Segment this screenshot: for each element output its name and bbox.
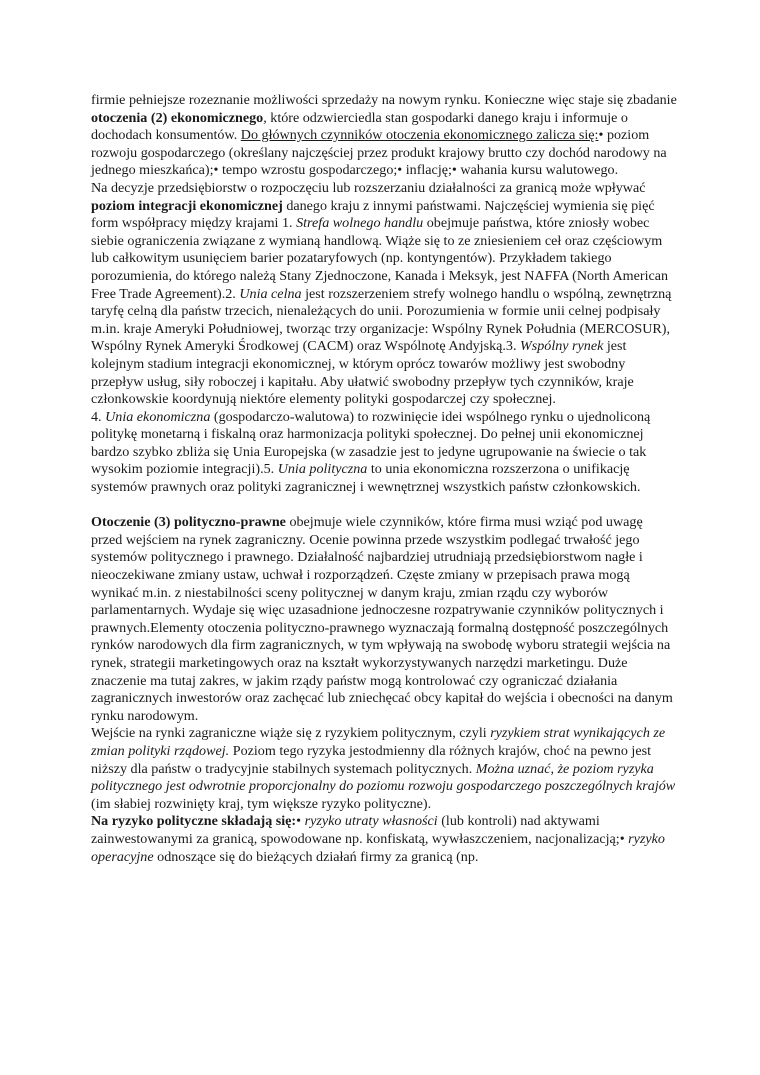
italic-term: Unia polityczna (277, 461, 368, 478)
paragraph-spacer (91, 497, 677, 515)
text-run: jest rozszerzeniem strefy wolnego handlu o wspólną, zewnętrzną taryfę celną dla państw trzecich, nienależących do unii. Porozumienia w formie unii celnej podpisały m.in. kraje Ameryki Południowej, tworząc trzy organizacje: Wspólny Rynek Południa (MERCOSUR), Wspólny Rynek Ameryki Środkowej (CACM) oraz Wspólnotę Andyjską.3. (91, 285, 672, 355)
text-run: Poziom tego ryzyka jestodmienny dla różnych krajów, choć na pewno jest niższy dla państw o tradycyjnie stabilnych systemach politycznych. (91, 742, 651, 777)
text-run: (gospodarczo-walutowa) to rozwinięcie idei wspólnego rynku o ujednoliconą politykę monetarną i fiskalną oraz harmonizacja polityki społecznej. Do pełnej unii ekonomicznej bardzo szybko zbliża się Unia Europejska (w zasadzie jest to jedyne ugrupowanie na świecie o tak wysokim poziomie integracji).5. (91, 408, 651, 478)
italic-term: Można uznać, że poziom ryzyka politycznego jest odwrotnie proporcjonalny do poziomu rozwoju gospodarczego poszczególnych krajów (91, 760, 676, 795)
text-run: obejmuje wiele czynników, które firma musi wziąć pod uwagę przed wejściem na rynek zagraniczny. Ocenie powinna przede wszystkim podlegać trwałość jego systemów politycznego i prawnego. Działalność najbardziej utrudniają przedsiębiorstwom nagłe i nieoczekiwane zmiany ustaw, uchwał i rozporządzeń. Częste zmiany w przepisach prawa mogą wynikać m.in. z niestabilności sceny politycznej w danym kraju, zmian rządu czy wyborów parlamentarnych. Wydaje się więc uzasadnione jednoczesne rozpatrywanie czynników politycznych i prawnych.Elementy otoczenia polityczno-prawnego wyznaczają formalną dostępność poszczególnych rynków narodowych dla firm zagranicznych, w tym wpływają na swobodę wyboru strategii wejścia na rynek, strategii marketingowych oraz na kształt wykorzystywanych narzędzi marketingu. Duże znaczenie ma tutaj zakres, w jakim rządy państw mogą kontrolować czy ograniczać działania zagranicznych inwestorów oraz zachęcać lub zniechęcać obcy kapitał do wejścia i obecności na danym rynku narodowym. (91, 514, 673, 724)
text-run: danego kraju z innymi państwami. Najczęściej wymienia się pięć form współpracy między krajami 1. (91, 197, 655, 232)
italic-term: Unia celna (239, 285, 302, 302)
paragraph-risk-components (91, 813, 677, 866)
italic-term: Unia ekonomiczna (105, 408, 211, 425)
italic-term: ryzykiem strat wynikających ze zmian polityki rządowej. (91, 725, 666, 759)
bold-term: Na ryzyko polityczne składają się: (91, 813, 297, 830)
text-run: Na decyzje przedsiębiorstw o rozpoczęciu lub rozszerzaniu działalności za granicą może wpływać (91, 179, 646, 196)
text-run: jest kolejnym stadium integracji ekonomicznej, w którym oprócz towarów możliwy jest swobodny przepływ usług, siły roboczej i kapitału. Aby ułatwić swobodny przepływ tych czynników, kraje członkowskie koordynują niektóre elementy polityki gospodarczej czy społecznej. (91, 338, 634, 408)
italic-term: Strefa wolnego handlu (296, 215, 424, 232)
text-run: • poziom rozwoju gospodarczego (określany najczęściej przez produkt krajowy brutto czy dochód narodowy na jednego mieszkańca);• tempo wzrostu gospodarczego;• inflację;• wahania kursu walutowego. (91, 127, 667, 179)
text-run: obejmuje państwa, które zniosły wobec siebie ograniczenia związane z wymianą handlową. Wiąże się to ze zniesieniem ceł oraz częściowym lub całkowitym usunięciem barier pozataryfowych (np. kontyngentów). Przykładem takiego porozumienia, do którego należą Stany Zjednoczone, Kanada i Meksyk, jest NAFFA (North American Free Trade Agreement).2. (91, 215, 669, 302)
text-run: (lub kontroli) nad aktywami zainwestowanymi za granicą, spowodowane np. konfiskatą, wywłaszczeniem, nacjonalizacją;• (91, 813, 629, 847)
bold-term: otoczenia (2) ekonomicznego (91, 109, 264, 126)
text-run: • (296, 813, 305, 830)
underlined-text: Do głównych czynników otoczenia ekonomicznego zalicza się: (240, 127, 599, 144)
text-run: odnoszące się do bieżących działań firmy za granicą (np. (153, 848, 479, 865)
text-run: , które odzwierciedla stan gospodarki danego kraju i informuje o dochodach konsumentów. (91, 109, 628, 144)
paragraph-political-risk (91, 725, 677, 813)
italic-term: Wspólny rynek (520, 338, 604, 355)
text-run: firmie pełniejsze rozeznanie możliwości sprzedaży na nowym rynku. Konieczne więc staje się zbadanie (91, 92, 677, 108)
bold-term: Otoczenie (3) polityczno-prawne (91, 514, 286, 531)
paragraph-economic-environment (91, 92, 677, 180)
italic-term: ryzyko operacyjne (91, 830, 665, 865)
text-run: Wejście na rynki zagraniczne wiąże się z ryzykiem politycznym, czyli (91, 725, 491, 742)
paragraph-political-legal (91, 514, 677, 725)
bold-term: poziom integracji ekonomicznej (91, 197, 283, 214)
paragraph-economic-integration (91, 180, 677, 409)
paragraph-economic-union (91, 409, 677, 497)
text-run: to unia ekonomiczna rozszerzona o unifikację systemów prawnych oraz polityki zagranicznej i wewnętrznej wszystkich państw członkowskich. (91, 461, 641, 496)
text-run: (im słabiej rozwinięty kraj, tym większe ryzyko polityczne). (91, 795, 432, 812)
text-run: 4. (91, 408, 106, 425)
document-page (91, 92, 677, 866)
italic-term: ryzyko utraty własności (304, 813, 438, 830)
